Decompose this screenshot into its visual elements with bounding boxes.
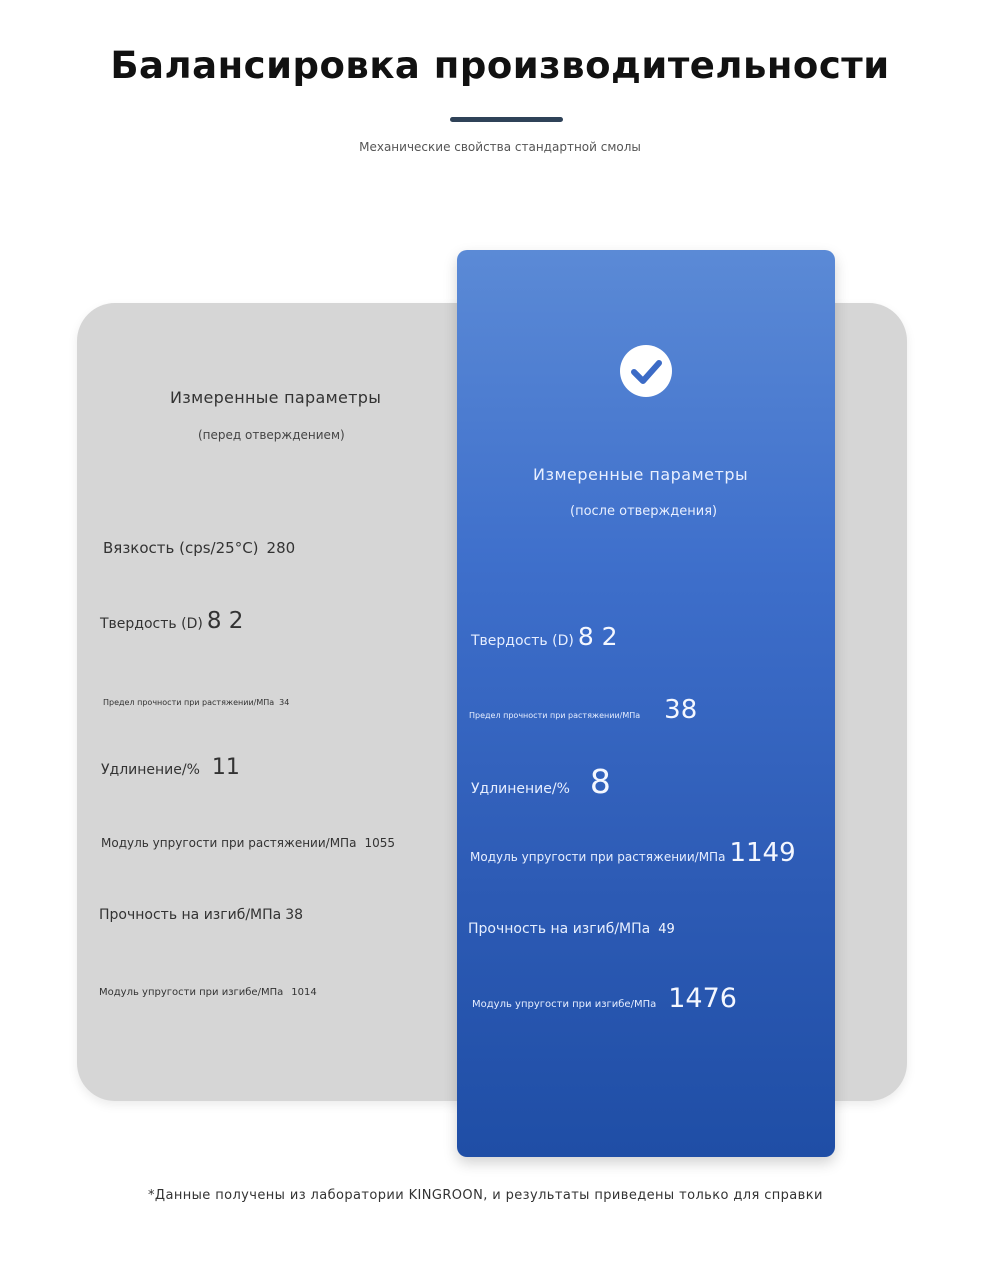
row-label: Предел прочности при растяжении/МПа bbox=[469, 711, 641, 720]
row-label: Модуль упругости при растяжении/МПа bbox=[470, 850, 726, 864]
row-label: Модуль упругости при изгибе/МПа bbox=[472, 999, 657, 1010]
row-label: Предел прочности при растяжении/МПа bbox=[103, 698, 275, 707]
before-subheading: (перед отверждением) bbox=[198, 428, 345, 442]
after-heading: Измеренные параметры bbox=[533, 465, 749, 484]
row-value: 34 bbox=[279, 698, 290, 707]
row-label: Прочность на изгиб/МПа bbox=[468, 921, 651, 937]
title-underline bbox=[450, 117, 563, 122]
page-subtitle: Механические свойства стандартной смолы bbox=[359, 140, 641, 154]
row-value: 1149 bbox=[729, 838, 796, 868]
before-row-flexural-strength bbox=[99, 904, 303, 923]
row-value: 38 bbox=[664, 695, 698, 725]
page-title: Балансировка производительности bbox=[110, 44, 890, 87]
row-value: 1014 bbox=[291, 987, 317, 998]
row-label: Модуль упругости при растяжении/МПа bbox=[101, 836, 357, 850]
row-value: 280 bbox=[266, 539, 296, 557]
row-value: 1476 bbox=[668, 983, 737, 1014]
before-row-flexural-modulus bbox=[99, 980, 317, 999]
before-heading: Измеренные параметры bbox=[170, 388, 382, 407]
row-value: 1055 bbox=[364, 836, 395, 850]
after-row-elongation bbox=[471, 762, 611, 801]
before-row-viscosity bbox=[103, 538, 295, 557]
before-row-elongation bbox=[101, 755, 240, 780]
after-row-tensile-modulus bbox=[470, 838, 796, 868]
row-label: Удлинение/% bbox=[471, 781, 570, 797]
after-subheading: (после отверждения) bbox=[570, 504, 718, 519]
after-row-tensile-strength bbox=[469, 695, 697, 725]
row-label: Вязкость (cps/25°C) bbox=[103, 539, 259, 557]
row-value: 38 bbox=[285, 907, 304, 923]
row-value: 11 bbox=[211, 755, 240, 780]
after-row-hardness bbox=[471, 622, 618, 651]
before-row-tensile-strength bbox=[103, 690, 289, 709]
row-value: 8 bbox=[589, 762, 611, 801]
check-icon bbox=[620, 345, 672, 397]
row-label: Прочность на изгиб/МПа bbox=[99, 907, 282, 923]
row-label: Твердость (D) bbox=[100, 616, 203, 632]
row-value: 8 2 bbox=[577, 622, 618, 651]
before-row-tensile-modulus bbox=[101, 832, 395, 851]
after-row-flexural-strength bbox=[468, 918, 675, 937]
row-label: Удлинение/% bbox=[101, 762, 200, 778]
row-value: 49 bbox=[658, 922, 675, 937]
after-row-flexural-modulus bbox=[472, 983, 737, 1014]
row-label: Твердость (D) bbox=[471, 633, 574, 649]
before-row-hardness bbox=[100, 608, 243, 634]
row-value: 8 2 bbox=[206, 608, 244, 634]
row-label: Модуль упругости при изгибе/МПа bbox=[99, 987, 284, 998]
footnote: *Данные получены из лаборатории KINGROON, и результаты приведены только для справки bbox=[148, 1188, 823, 1203]
